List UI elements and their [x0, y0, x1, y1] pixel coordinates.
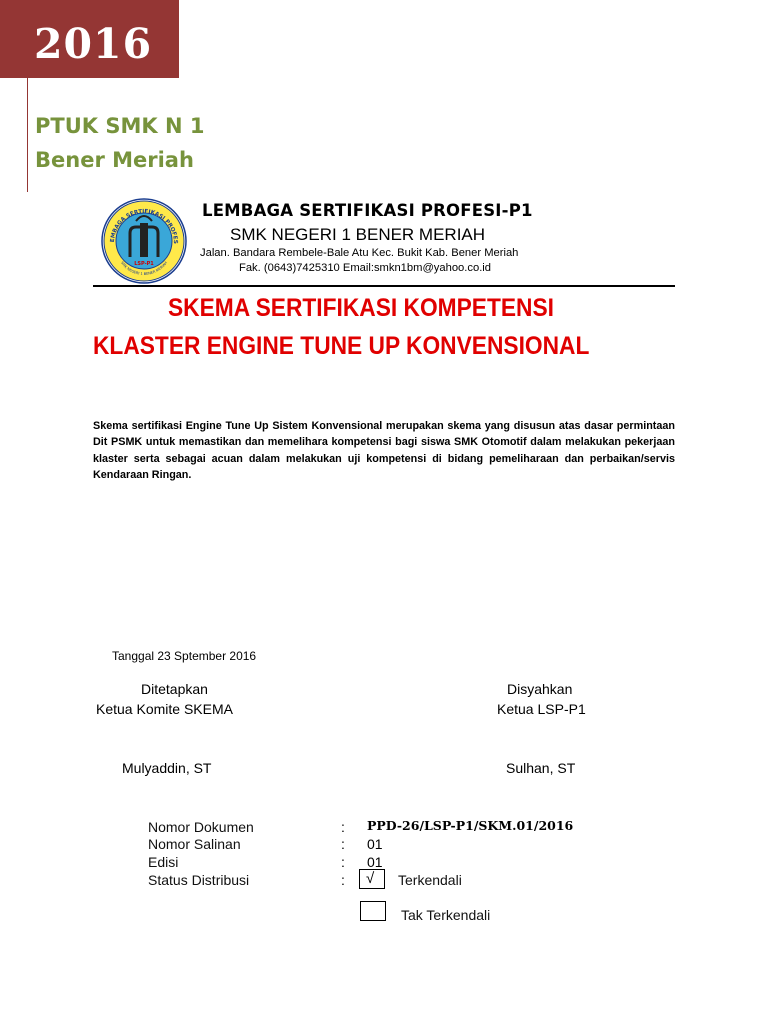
vertical-rule: [27, 78, 28, 192]
institution-name: LEMBAGA SERTIFIKASI PROFESI-P1: [202, 201, 533, 220]
left-signature-role: Ditetapkan: [141, 681, 208, 697]
svg-text:SMK NEGERI 1 BENER MERIAH: SMK NEGERI 1 BENER MERIAH: [119, 260, 169, 277]
svg-text:LSP-P1: LSP-P1: [134, 261, 154, 267]
uncontrolled-checkbox[interactable]: [360, 901, 386, 921]
svg-text:LEMBAGA SERTIFIKASI PROFESI: EMBAGA SERTIFIKASI PROFES: [109, 208, 179, 244]
address-line-2: Fak. (0643)7425310 Email:smkn1bm@yahoo.co.id: [239, 262, 492, 274]
description-paragraph: Skema sertifikasi Engine Tune Up Sistem Konvensional merupakan skema yang disusun atas dasar permintaan Dit PSMK untuk memastikan dan memelihara kompetensi bagi siswa SMK Otomotif dalam melakukan pekerjaan klaster serta sebagai acuan dalam melakukan uji kompetensi di bidang pemeliharaan dan perbaikan/servis Kendaraan Ringan.: [93, 420, 675, 481]
address-line-1: Jalan. Bandara Rembele-Bale Atu Kec. Bukit Kab. Bener Meriah: [200, 247, 519, 259]
distribution-status-label: Status Distribusi: [148, 872, 250, 888]
ptuk-line1: PTUK SMK N 1: [35, 114, 205, 138]
edition-value: 01: [367, 854, 383, 870]
letterhead-divider: [93, 285, 675, 287]
lsp-logo-icon: [100, 197, 188, 285]
distribution-status-colon: :: [341, 872, 345, 888]
school-name: SMK NEGERI 1 BENER MERIAH: [230, 225, 486, 244]
document-title-line2: KLASTER ENGINE TUNE UP KONVENSIONAL: [93, 332, 590, 360]
doc-number-label: Nomor Dokumen: [148, 819, 254, 835]
copy-number-colon: :: [341, 836, 345, 852]
copy-number-value: 01: [367, 836, 383, 852]
edition-label: Edisi: [148, 854, 179, 870]
doc-number-value: PPD-26/LSP-P1/SKM.01/2016: [367, 818, 574, 833]
right-signature-name: Sulhan, ST: [506, 760, 576, 776]
year-banner: [0, 0, 179, 78]
left-signature-name: Mulyaddin, ST: [122, 760, 212, 776]
controlled-checkbox[interactable]: [359, 869, 385, 889]
controlled-label: Terkendali: [398, 872, 462, 888]
ptuk-line2: Bener Meriah: [35, 148, 194, 172]
right-signature-role: Disyahkan: [507, 681, 573, 697]
document-title-line1: SKEMA SERTIFIKASI KOMPETENSI: [168, 294, 554, 322]
right-signature-title: Ketua LSP-P1: [497, 701, 586, 717]
left-signature-title: Ketua Komite SKEMA: [96, 701, 233, 717]
uncontrolled-label: Tak Terkendali: [401, 907, 491, 923]
check-mark-icon: √: [366, 870, 375, 887]
document-date: Tanggal 23 Sptember 2016: [112, 649, 257, 663]
edition-colon: :: [341, 854, 345, 870]
copy-number-label: Nomor Salinan: [148, 836, 241, 852]
year-label: 2016: [34, 20, 153, 68]
doc-number-colon: :: [341, 819, 345, 835]
